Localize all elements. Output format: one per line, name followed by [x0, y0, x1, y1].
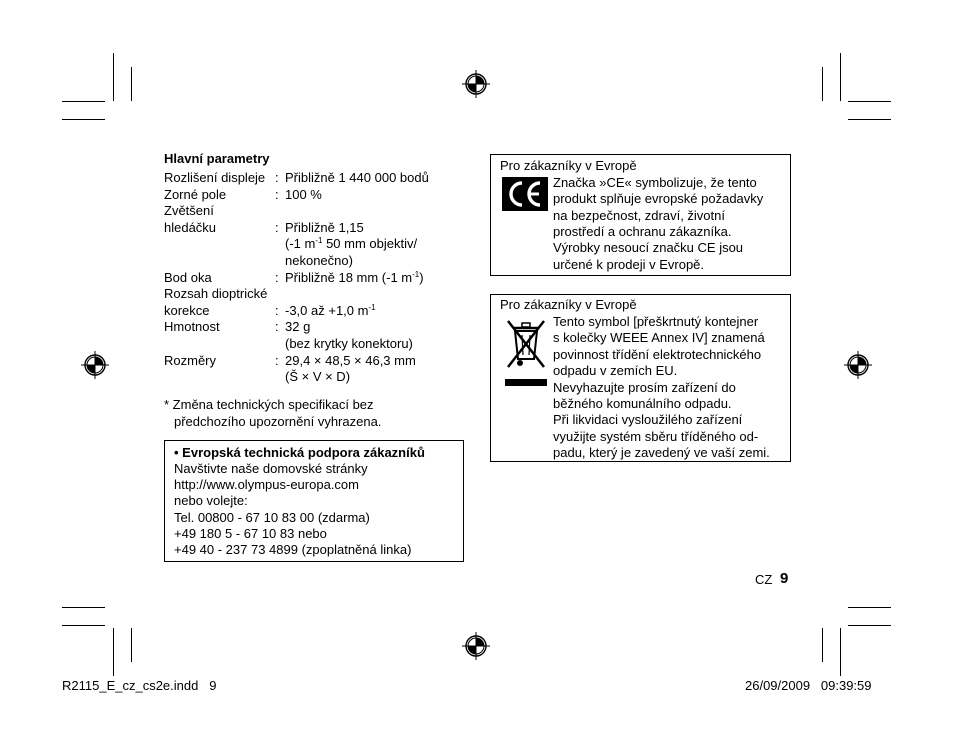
- weee-text-line: padu, který je zavedený ve vaší zemi.: [553, 445, 770, 460]
- spec-value: nekonečno): [285, 253, 353, 268]
- spec-value-text: 50 mm objektiv/: [322, 236, 418, 251]
- spec-value-text: (-1 m: [285, 236, 316, 251]
- spec-value-text: Přibližně 18 mm (-1 m: [285, 270, 413, 285]
- spec-label: Rozměry: [164, 353, 217, 368]
- weee-text-line: běžného komunálního odpadu.: [553, 396, 732, 411]
- registration-mark-icon: [843, 350, 873, 380]
- support-line: http://www.olympus-europa.com: [174, 477, 359, 492]
- spec-label: Hmotnost: [164, 319, 220, 334]
- spec-label: korekce: [164, 303, 210, 318]
- footer-file: R2115_E_cz_cs2e.indd 9: [62, 678, 217, 693]
- spec-value: 29,4 × 48,5 × 46,3 mm: [285, 353, 416, 368]
- weee-text-line: s kolečky WEEE Annex IV] znamená: [553, 330, 765, 345]
- page-number: 9: [780, 570, 789, 587]
- spec-value: Přibližně 1 440 000 bodů: [285, 170, 429, 185]
- weee-text-line: Při likvidaci vysloužilého zařízení: [553, 412, 743, 427]
- crossed-out-wheelie-bin-icon: [503, 317, 549, 389]
- spec-colon: :: [275, 170, 279, 185]
- support-line: Tel. 00800 - 67 10 83 00 (zdarma): [174, 510, 370, 525]
- specs-note-line1: * Změna technických specifikací bez: [164, 397, 374, 412]
- spec-colon: :: [275, 303, 279, 318]
- ce-text-line: prostředí a ochranu zákazníka.: [553, 224, 732, 239]
- spec-value: Přibližně 1,15: [285, 220, 364, 235]
- spec-label: Zorné pole: [164, 187, 227, 202]
- ce-text-line: Značka »CE« symbolizuje, že tento: [553, 175, 757, 190]
- spec-value-superscript: -1: [315, 236, 323, 245]
- ce-text-line: Výrobky nesoucí značku CE jsou: [553, 240, 744, 255]
- support-line: +49 180 5 - 67 10 83 nebo: [174, 526, 327, 541]
- page-language: CZ: [755, 572, 773, 587]
- ce-text-line: produkt splňuje evropské požadavky: [553, 191, 764, 206]
- spec-value: (Š × V × D): [285, 369, 351, 384]
- support-box: [164, 440, 464, 562]
- ce-box: [490, 154, 791, 276]
- weee-text-line: povinnost třídění elektrotechnického: [553, 347, 762, 362]
- spec-value-superscript: -1: [412, 270, 420, 279]
- registration-mark-icon: [461, 631, 491, 661]
- spec-value: 32 g: [285, 319, 311, 334]
- weee-box-title: Pro zákazníky v Evropě: [500, 297, 637, 312]
- spec-colon: :: [275, 353, 279, 368]
- ce-text-line: určené k prodeji v Evropě.: [553, 257, 705, 272]
- specs-heading: Hlavní parametry: [164, 151, 270, 166]
- weee-text-line: Nevyhazujte prosím zařízení do: [553, 380, 736, 395]
- specs-note-line2: předchozího upozornění vyhrazena.: [174, 414, 382, 429]
- spec-colon: :: [275, 187, 279, 202]
- spec-value-text: -3,0 až +1,0 m: [285, 303, 369, 318]
- ce-box-title: Pro zákazníky v Evropě: [500, 158, 637, 173]
- footer-datetime: 26/09/2009 09:39:59: [745, 678, 872, 693]
- spec-label: Rozsah dioptrické: [164, 286, 268, 301]
- support-heading: • Evropská technická podpora zákazníků: [174, 445, 425, 460]
- spec-colon: :: [275, 220, 279, 235]
- weee-box: [490, 294, 791, 462]
- weee-text-line: využijte systém sběru tříděného od-: [553, 429, 759, 444]
- spec-value-text: ): [419, 270, 424, 285]
- spec-value: [285, 236, 417, 254]
- spec-value: [285, 270, 424, 288]
- spec-colon: :: [275, 270, 279, 285]
- weee-text-line: Tento symbol [přeškrtnutý kontejner: [553, 314, 759, 329]
- registration-mark-icon: [461, 69, 491, 99]
- support-line: nebo volejte:: [174, 493, 248, 508]
- ce-mark-icon: [502, 177, 548, 211]
- ce-text-line: na bezpečnost, zdraví, životní: [553, 208, 725, 223]
- spec-label: hledáčku: [164, 220, 217, 235]
- spec-label: Rozlišení displeje: [164, 170, 266, 185]
- support-line: +49 40 - 237 73 4899 (zpoplatněná linka): [174, 542, 412, 557]
- spec-label: Bod oka: [164, 270, 212, 285]
- support-line: Navštivte naše domovské stránky: [174, 461, 368, 476]
- spec-value-superscript: -1: [368, 303, 376, 312]
- registration-mark-icon: [80, 350, 110, 380]
- spec-colon: :: [275, 319, 279, 334]
- spec-label: Zvětšení: [164, 203, 214, 218]
- weee-text-line: odpadu v zemích EU.: [553, 363, 678, 378]
- spec-value: (bez krytky konektoru): [285, 336, 413, 351]
- spec-value: 100 %: [285, 187, 322, 202]
